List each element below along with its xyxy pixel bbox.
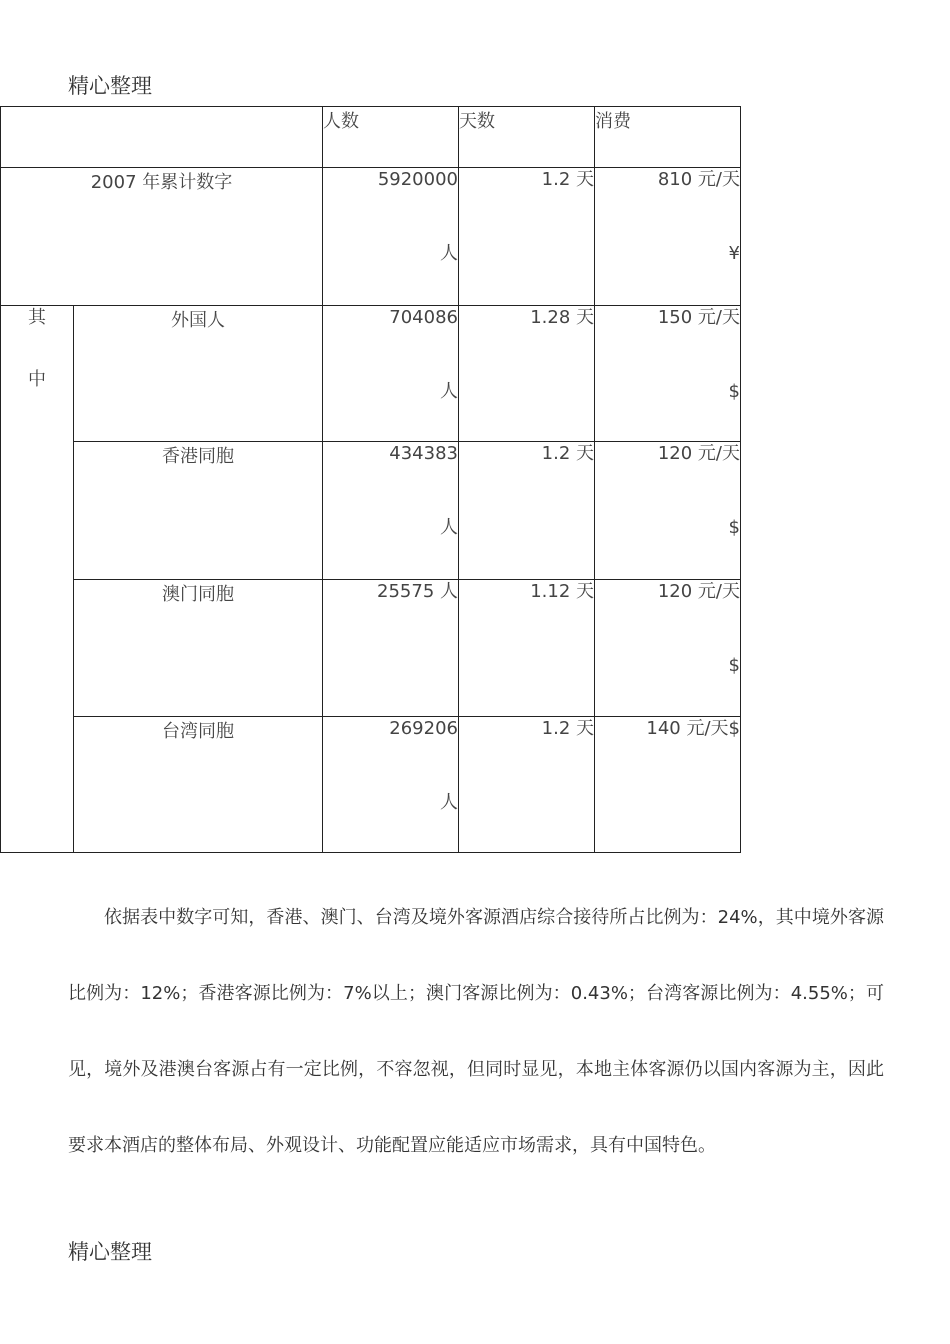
spend-cell [595,580,741,717]
people-unit: 人 [440,792,458,813]
spend-cell [595,717,741,853]
header-cell-days: 天数 [459,107,595,168]
days-value: 1.2 天 [541,169,594,190]
statistics-table [0,106,741,853]
people-unit: 人 [440,517,458,538]
people-value: 434383 [389,443,458,464]
spend-value: 120 元/天 [657,443,740,464]
people-cell [323,442,459,580]
row-label: 澳门同胞 [74,580,323,717]
people-cell [323,168,459,306]
days-cell [459,717,595,853]
days-cell [459,442,595,580]
group-label [1,306,74,853]
table-row [1,306,741,442]
row-label: 香港同胞 [74,442,323,580]
days-cell [459,306,595,442]
page-footer-header: 精心整理 [68,1240,152,1264]
table-header-row [1,107,741,168]
row-label: 台湾同胞 [74,717,323,853]
days-value: 1.12 天 [530,581,594,602]
people-value: 269206 [389,718,458,739]
people-value: 25575 人 [377,581,458,602]
analysis-paragraph: 依据表中数字可知，香港、澳门、台湾及境外客源酒店综合接待所占比例为：24%，其中境外客源比例为：12%；香港客源比例为：7%以上；澳门客源比例为：0.43%；台湾客源比例为：4.55%；可见，境外及港澳台客源占有一定比例，不容忽视，但同时显见，本地主体客源仍以国内客源为主，因此要求本酒店的整体布局、外观设计、功能配置应能适应市场需求，具有中国特色。 [68,907,884,1156]
days-cell [459,580,595,717]
table-row [1,580,741,717]
people-unit: 人 [440,381,458,402]
header-cell-spend: 消费 [595,107,741,168]
people-unit: 人 [440,243,458,264]
row-label: 外国人 [74,306,323,442]
group-label-char: 中 [28,369,46,390]
people-value: 5920000 [377,169,458,190]
spend-currency: $ [728,655,740,676]
spend-value: 150 元/天 [657,307,740,328]
spend-currency: ¥ [728,243,740,264]
header-cell-empty [1,107,323,168]
spend-value: 140 元/天$ [646,718,740,739]
table-row [1,717,741,853]
table-row-total [1,168,741,306]
spend-currency: $ [728,517,740,538]
days-value: 1.2 天 [541,443,594,464]
spend-cell [595,442,741,580]
spend-value: 120 元/天 [657,581,740,602]
days-cell [459,168,595,306]
people-cell [323,717,459,853]
people-value: 704086 [389,307,458,328]
page-header: 精心整理 [68,74,152,98]
table-row [1,442,741,580]
days-value: 1.28 天 [530,307,594,328]
spend-cell [595,168,741,306]
spend-value: 810 元/天 [657,169,740,190]
people-cell [323,580,459,717]
spend-cell [595,306,741,442]
people-cell [323,306,459,442]
days-value: 1.2 天 [541,718,594,739]
header-cell-people: 人数 [323,107,459,168]
spend-currency: $ [728,381,740,402]
row-label: 2007 年累计数字 [1,168,323,306]
group-label-char: 其 [28,307,46,328]
